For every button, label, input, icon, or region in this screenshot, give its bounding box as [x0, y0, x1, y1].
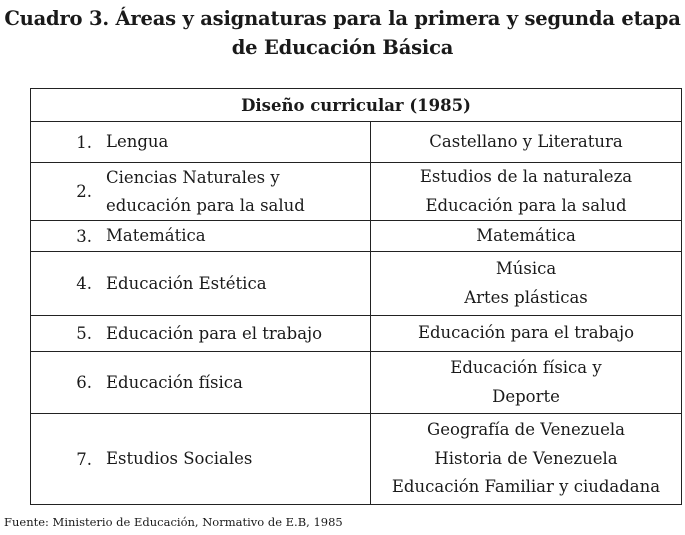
subjects-cell	[371, 221, 682, 252]
caption-line-2: de Educación Básica	[231, 36, 454, 59]
subjects-cell	[371, 163, 682, 221]
area-cell	[31, 316, 371, 352]
subjects-cell	[371, 316, 682, 352]
area-cell	[31, 163, 371, 221]
table-row	[31, 122, 682, 163]
area-name: Educación física	[106, 372, 243, 392]
subject: Castellano y Literatura	[429, 131, 623, 151]
area-cell	[31, 122, 371, 163]
subjects-cell	[371, 252, 682, 316]
area-name: Educación para el trabajo	[106, 323, 323, 343]
area-name: Lengua	[106, 132, 169, 151]
table-row	[31, 163, 682, 221]
table-row	[31, 352, 682, 414]
subjects-cell	[371, 414, 682, 505]
row-number: 5.	[76, 324, 92, 343]
subject: Educación física y	[450, 358, 602, 377]
table-row	[31, 414, 682, 505]
table-header-row	[31, 89, 682, 122]
table-header: Diseño curricular (1985)	[31, 89, 682, 122]
table-caption	[0, 4, 685, 62]
subject: Educación para el trabajo	[417, 323, 635, 343]
area-name: Ciencias Naturales y	[106, 167, 280, 187]
subject: Educación Familiar y ciudadana	[391, 477, 661, 497]
area-name: Estudios Sociales	[106, 449, 253, 468]
area-name: educación para la salud	[106, 195, 305, 215]
row-number: 2.	[76, 182, 92, 201]
row-number: 7.	[76, 449, 92, 469]
area-cell	[31, 352, 371, 414]
row-number: 3.	[76, 226, 92, 246]
area-name: Matemática	[106, 226, 206, 245]
curriculum-table	[30, 88, 682, 505]
subject: Matemática	[476, 225, 576, 245]
subject: Estudios de la naturaleza	[419, 167, 633, 186]
area-cell	[31, 252, 371, 316]
subject: Educación para la salud	[425, 195, 627, 215]
area-cell	[31, 221, 371, 252]
subject: Historia de Venezuela	[434, 448, 618, 468]
subject: Geografía de Venezuela	[427, 420, 625, 440]
area-name: Educación Estética	[106, 273, 267, 293]
subjects-cell	[371, 352, 682, 414]
source-note: Fuente: Ministerio de Educación, Normativo de E.B, 1985	[4, 515, 343, 529]
row-number: 1.	[76, 132, 92, 152]
subject: Música	[495, 259, 557, 278]
subjects-cell	[371, 122, 682, 163]
table-row	[31, 252, 682, 316]
row-number: 6.	[76, 373, 92, 392]
caption-line-1: Cuadro 3. Áreas y asignaturas para la primera y segunda etapa	[4, 7, 681, 30]
row-number: 4.	[76, 274, 92, 293]
table-row	[31, 316, 682, 352]
area-cell	[31, 414, 371, 505]
subject: Deporte	[492, 386, 560, 406]
table-row	[31, 221, 682, 252]
subject: Artes plásticas	[464, 287, 588, 307]
